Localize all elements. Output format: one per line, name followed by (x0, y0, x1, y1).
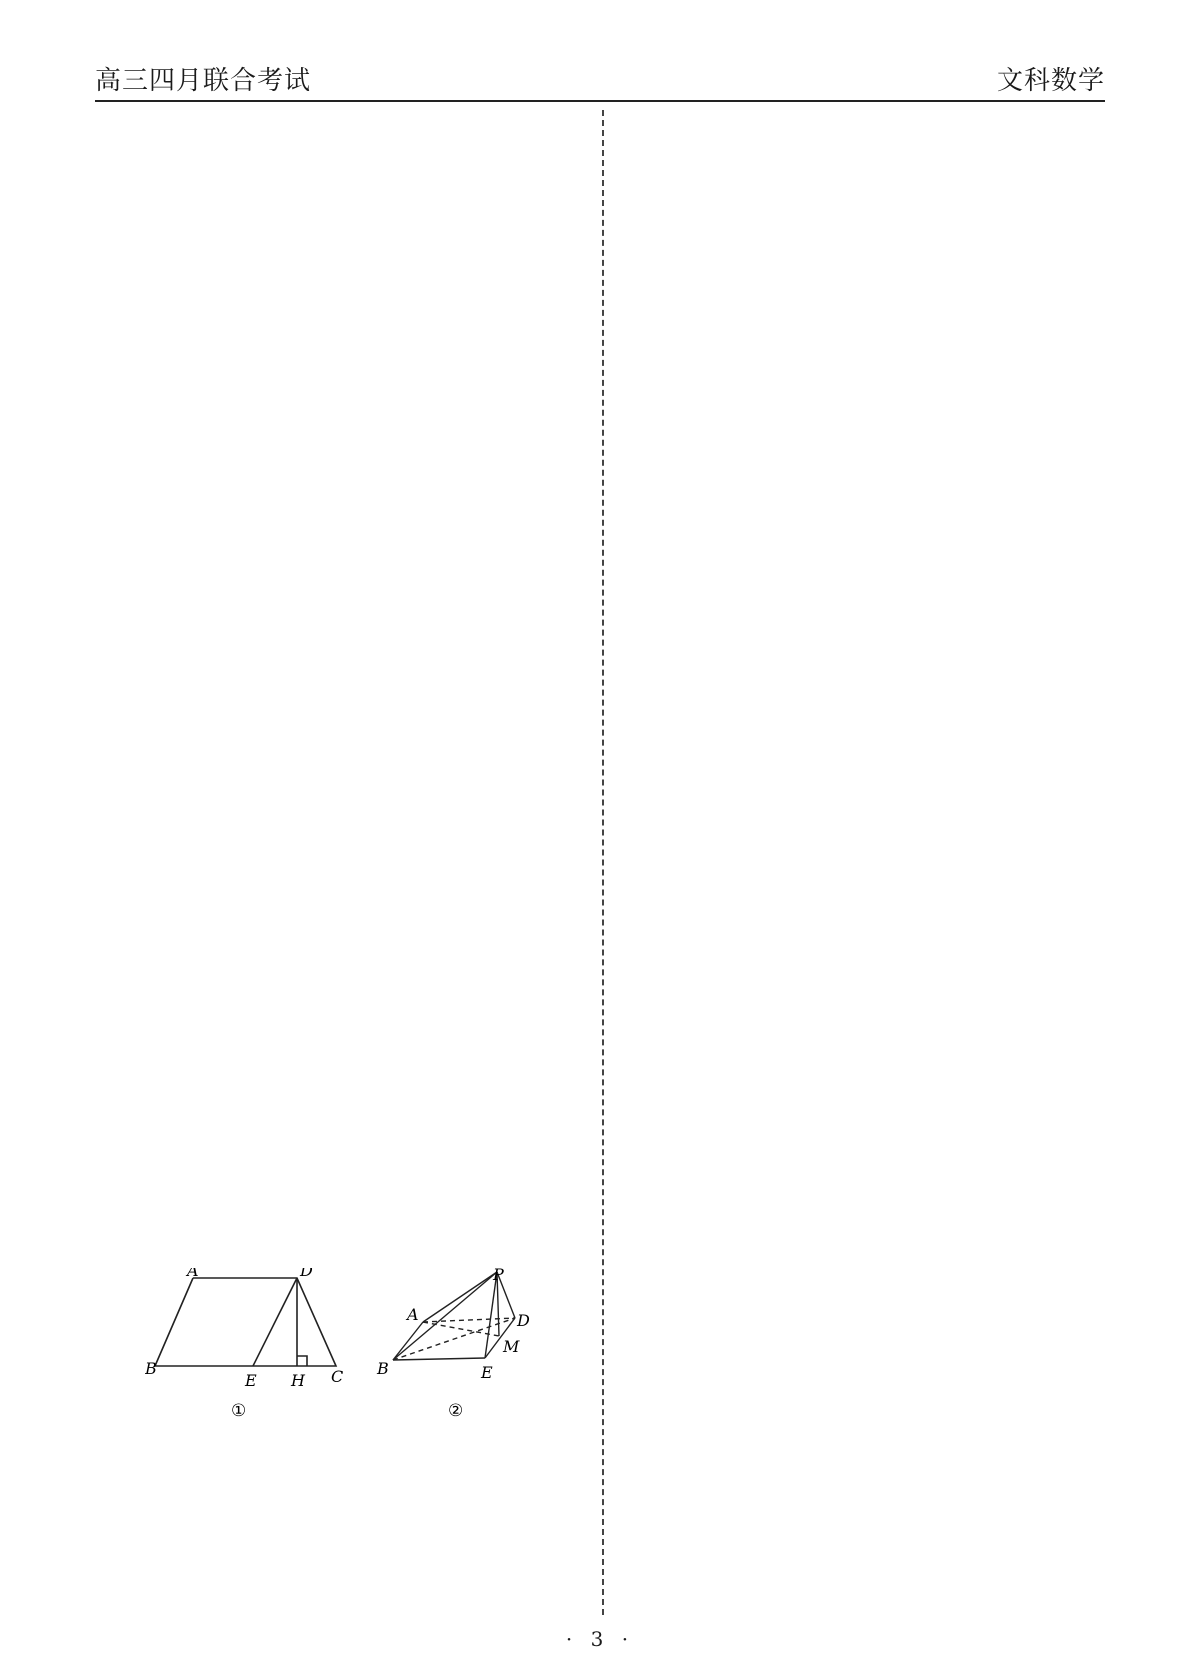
fig2-label-D: D (517, 1311, 530, 1330)
fig1-caption: ① (231, 1401, 247, 1421)
edge-BD (393, 1318, 515, 1360)
edge-PA (423, 1272, 497, 1322)
fig1-label-D: D (300, 1268, 313, 1280)
trapezoid-outline (155, 1278, 336, 1366)
edge-AD (423, 1318, 515, 1322)
exam-title: 高三四月联合考试 (95, 66, 312, 96)
fig2-label-E: E (481, 1363, 493, 1382)
fig1-label-A: A (187, 1268, 199, 1280)
fig2-label-P: P (493, 1268, 504, 1284)
edge-BE (393, 1358, 485, 1360)
page-number: · 3 · (565, 1627, 635, 1651)
subject-title: 文科数学 (996, 66, 1105, 96)
edge-AM (423, 1322, 499, 1336)
right-angle-mark (297, 1356, 307, 1366)
fig1-label-E: E (245, 1371, 257, 1390)
fig1-label-C: C (331, 1367, 344, 1386)
column-divider (602, 110, 604, 1615)
fig2-label-B: B (377, 1359, 389, 1378)
figure-1 (155, 1278, 336, 1366)
page-header (95, 56, 1105, 102)
figures (145, 1268, 585, 1440)
fig2-label-A: A (407, 1305, 419, 1324)
figure-diagrams (145, 1268, 585, 1440)
fig2-label-M: M (503, 1337, 520, 1356)
fig1-label-B: B (145, 1359, 157, 1378)
fig2-caption: ② (448, 1401, 464, 1421)
segment-DE (253, 1278, 297, 1366)
fig1-label-H: H (291, 1371, 305, 1390)
edge-AB (393, 1322, 423, 1360)
